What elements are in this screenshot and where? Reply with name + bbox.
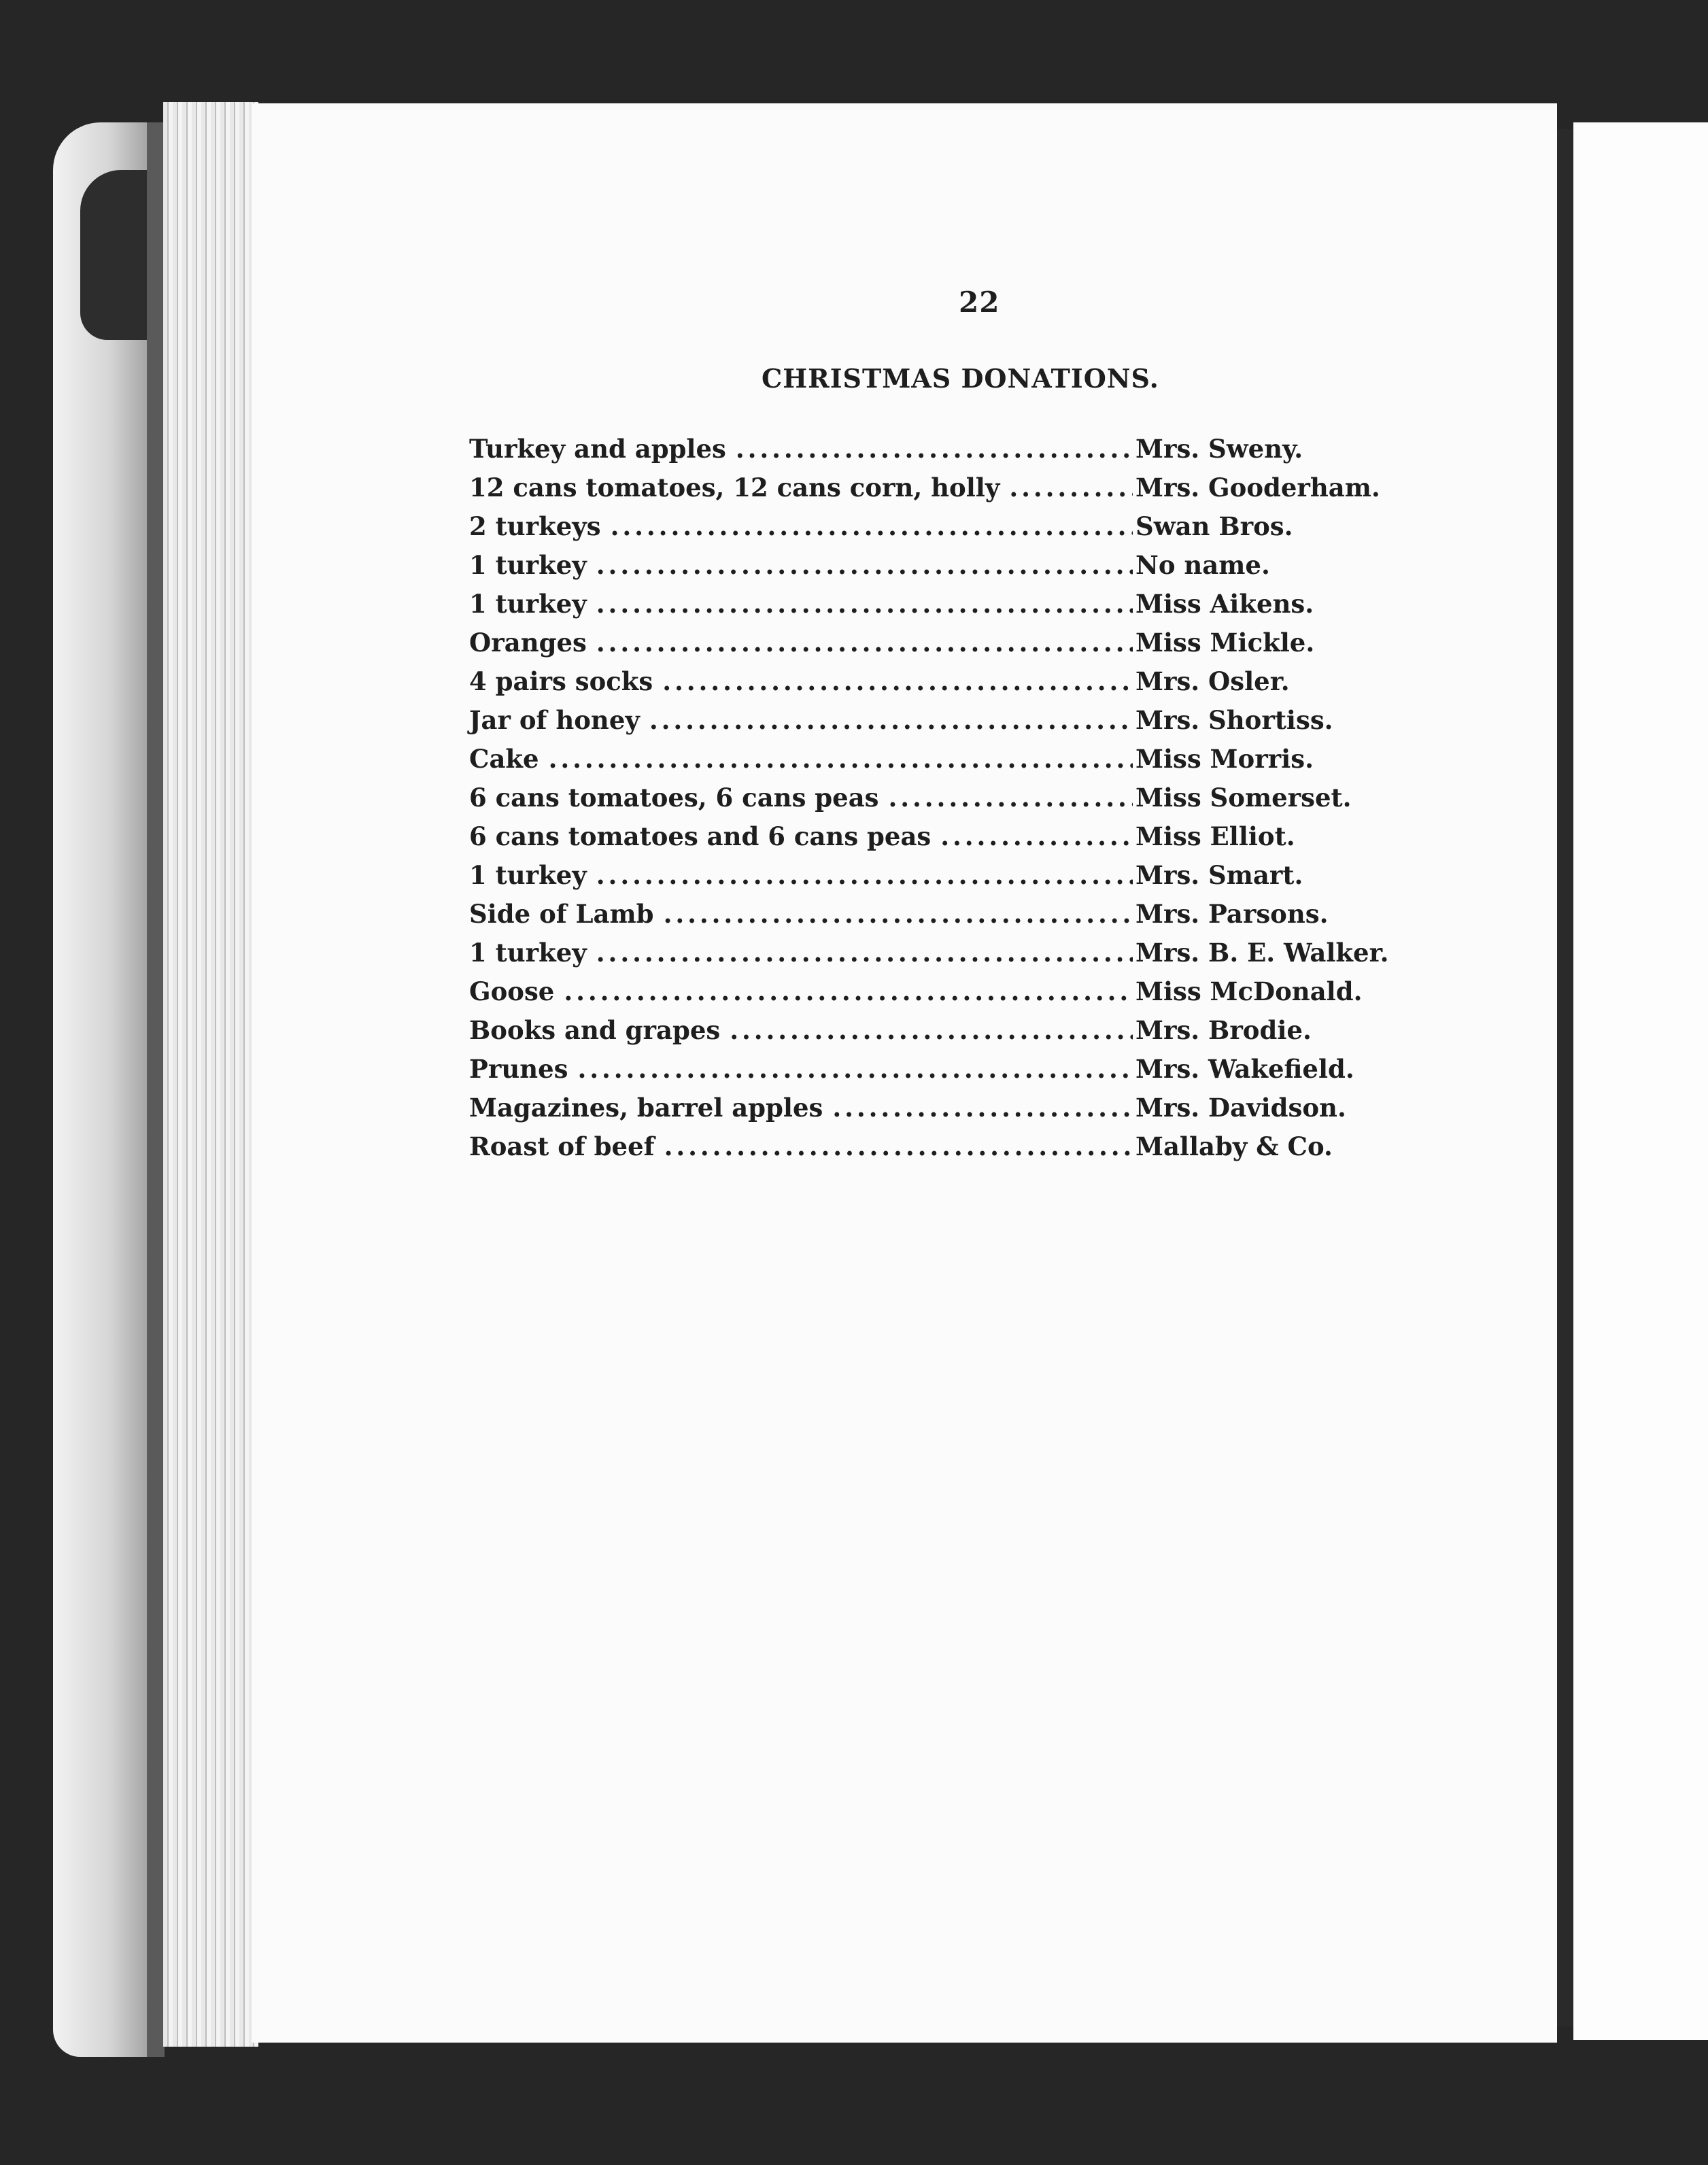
donation-item: 6 cans tomatoes and 6 cans peas [469, 821, 932, 851]
donation-row [469, 821, 1475, 860]
donation-row [469, 628, 1475, 666]
donation-donor: Mrs. B. E. Walker. [1135, 938, 1389, 968]
donation-row [469, 899, 1475, 938]
donation-row [469, 860, 1475, 899]
dot-leader [596, 860, 1133, 890]
donation-donor: No name. [1135, 550, 1270, 580]
facing-page-edge [1573, 122, 1708, 2040]
donation-item: Goose [469, 976, 555, 1006]
donation-item: Turkey and apples [469, 434, 726, 464]
donation-donor: Miss Mickle. [1135, 628, 1315, 658]
donation-row [469, 938, 1475, 976]
donation-donor: Swan Bros. [1135, 511, 1293, 541]
donation-item: Oranges [469, 628, 587, 658]
donation-row [469, 783, 1475, 821]
donation-donor: Mallaby & Co. [1135, 1131, 1333, 1161]
donation-donor: Mrs. Osler. [1135, 666, 1290, 696]
donation-item: Jar of honey [469, 705, 640, 735]
donation-item: 12 cans tomatoes, 12 cans corn, holly [469, 473, 1000, 502]
dot-leader [832, 1093, 1133, 1123]
donation-row [469, 434, 1475, 473]
donation-row [469, 666, 1475, 705]
donation-item: 1 turkey [469, 938, 587, 968]
donation-donor: Mrs. Davidson. [1135, 1093, 1346, 1123]
donation-item: 6 cans tomatoes, 6 cans peas [469, 783, 879, 813]
donation-donor: Mrs. Gooderham. [1135, 473, 1380, 502]
donation-row [469, 705, 1475, 744]
donation-row [469, 1131, 1475, 1170]
donation-donor: Mrs. Parsons. [1135, 899, 1329, 929]
dot-leader [940, 821, 1133, 851]
donation-item: 2 turkeys [469, 511, 601, 541]
donation-row [469, 473, 1475, 511]
dot-leader [662, 666, 1133, 696]
donation-item: 1 turkey [469, 589, 587, 619]
dot-leader [596, 628, 1133, 658]
donation-item: Books and grapes [469, 1015, 721, 1045]
dot-leader [578, 1054, 1133, 1084]
donation-row [469, 550, 1475, 589]
dot-leader [664, 899, 1133, 929]
dot-leader [564, 976, 1133, 1006]
donation-row [469, 1015, 1475, 1054]
dot-leader [549, 744, 1133, 774]
donation-item: 1 turkey [469, 550, 587, 580]
dot-leader [664, 1131, 1133, 1161]
donation-item: 1 turkey [469, 860, 587, 890]
donation-item: 4 pairs socks [469, 666, 653, 696]
donation-donor: Miss Morris. [1135, 744, 1314, 774]
donation-row [469, 1054, 1475, 1093]
donation-row [469, 744, 1475, 783]
donation-donor: Mrs. Brodie. [1135, 1015, 1312, 1045]
donation-donor: Miss Somerset. [1135, 783, 1352, 813]
donation-row [469, 589, 1475, 628]
donation-donor: Mrs. Sweny. [1135, 434, 1303, 464]
dot-leader [730, 1015, 1133, 1045]
dot-leader [889, 783, 1133, 813]
donation-donor: Miss Elliot. [1135, 821, 1295, 851]
donation-donor: Mrs. Wakefield. [1135, 1054, 1354, 1084]
dot-leader [596, 938, 1133, 968]
donation-item: Prunes [469, 1054, 568, 1084]
donation-row [469, 976, 1475, 1015]
donation-row [469, 511, 1475, 550]
dot-leader [1009, 473, 1133, 502]
donation-item: Roast of beef [469, 1131, 655, 1161]
page-title: CHRISTMAS DONATIONS. [762, 363, 1159, 394]
book-gutter [1557, 129, 1573, 2026]
donation-list [469, 434, 1475, 1170]
dot-leader [736, 434, 1133, 464]
dot-leader [649, 705, 1133, 735]
page-number: 22 [959, 286, 1000, 319]
donation-item: Cake [469, 744, 539, 774]
page-edges [163, 102, 258, 2047]
closed-pages-left [53, 122, 155, 2057]
dot-leader [611, 511, 1133, 541]
donation-donor: Mrs. Smart. [1135, 860, 1303, 890]
donation-donor: Miss McDonald. [1135, 976, 1363, 1006]
donation-item: Side of Lamb [469, 899, 654, 929]
dot-leader [596, 589, 1133, 619]
page-stack-shadow [147, 122, 165, 2057]
donation-donor: Mrs. Shortiss. [1135, 705, 1333, 735]
donation-item: Magazines, barrel apples [469, 1093, 823, 1123]
donation-donor: Miss Aikens. [1135, 589, 1314, 619]
donation-row [469, 1093, 1475, 1131]
dot-leader [596, 550, 1133, 580]
